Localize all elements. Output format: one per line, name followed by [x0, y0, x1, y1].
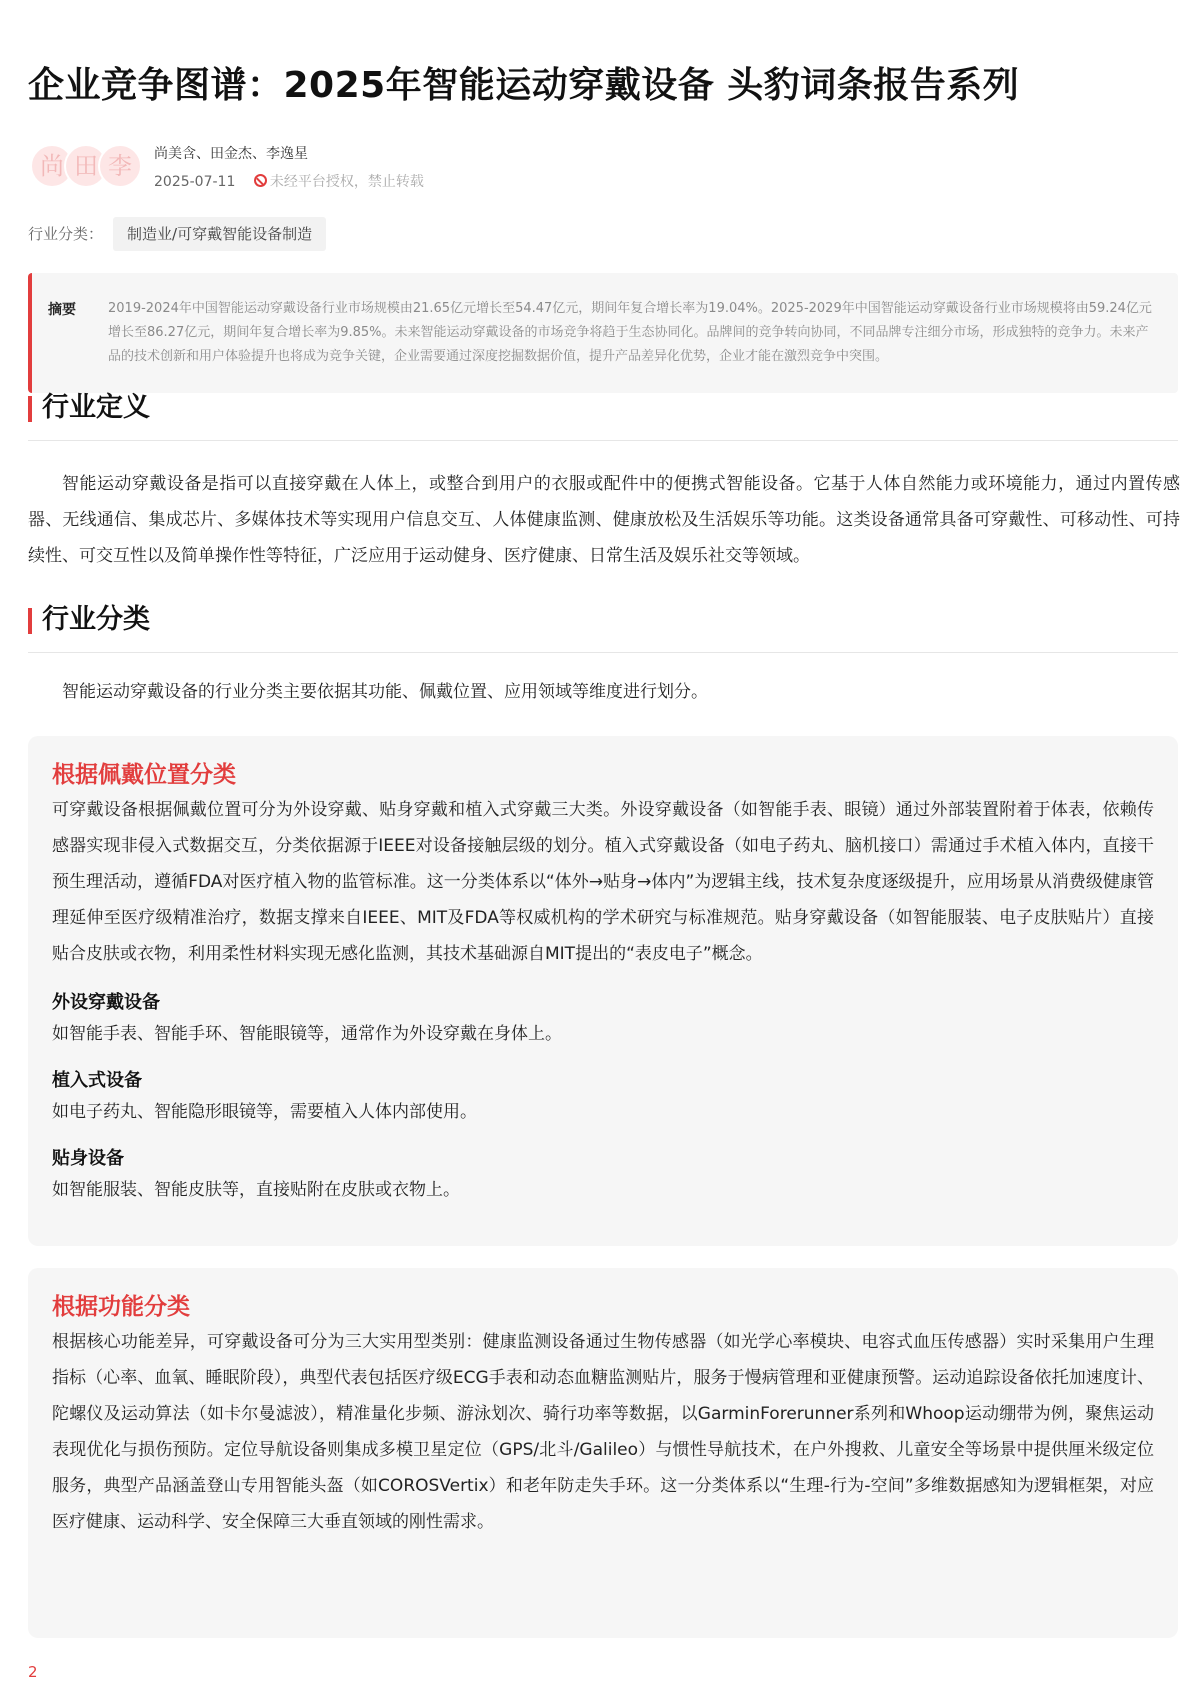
author-avatars — [30, 144, 142, 188]
definition-paragraph: 智能运动穿戴设备是指可以直接穿戴在人体上，或整合到用户的衣服或配件中的便携式智能设备。它基于人体自然能力或环境能力，通过内置传感器、无线通信、集成芯片、多媒体技术等实现用户信息交互、人体健康监测、健康放松及生活娱乐等功能。这类设备通常具备可穿戴性、可移动性、可持续性、可交互性以及简单操作性等特征，广泛应用于运动健身、医疗健康、日常生活及娱乐社交等领域。 — [28, 474, 1180, 566]
avatar: 尚 — [30, 144, 74, 188]
page-number: 2 — [28, 1663, 38, 1681]
section-divider — [28, 652, 1178, 653]
page-title: 企业竞争图谱：2025年智能运动穿戴设备 头豹词条报告系列 — [28, 65, 1020, 106]
card-title: 根据功能分类 — [52, 1294, 190, 1320]
avatar: 田 — [64, 144, 108, 188]
industry-classification — [28, 217, 326, 251]
publish-date: 2025-07-11 — [154, 174, 236, 190]
card-text: 可穿戴设备根据佩戴位置可分为外设穿戴、贴身穿戴和植入式穿戴三大类。外设穿戴设备（如智能手表、眼镜）通过外部装置附着于体表，依赖传感器实现非侵入式数据交互，分类依据源于IEEE对设备接触层级的划分。植入式穿戴设备（如电子药丸、脑机接口）需通过手术植入体内，直接干预生理活动，遵循FDA对医疗植入物的监管标准。这一分类体系以“体外→贴身→体内”为逻辑主线，技术复杂度逐级提升，应用场景从消费级健康管理延伸至医疗级精准治疗，数据支撑来自IEEE、MIT及FDA等权威机构的学术研究与标准规范。贴身穿戴设备（如智能服装、电子皮肤贴片）直接贴合皮肤或衣物，利用柔性材料实现无感化监测，其技术基础源自MIT提出的“表皮电子”概念。 — [52, 800, 1154, 964]
abstract-label: 摘要 — [48, 302, 76, 318]
abstract-box — [28, 273, 1178, 393]
section-divider — [28, 440, 1178, 441]
function-classification-card — [28, 1268, 1178, 1638]
avatar: 李 — [98, 144, 142, 188]
copyright-notice — [254, 174, 424, 190]
abstract-text: 2019-2024年中国智能运动穿戴设备行业市场规模由21.65亿元增长至54.47亿元，期间年复合增长率为19.04%。2025-2029年中国智能运动穿戴设备行业市场规模将由59.24亿元增长至86.27亿元，期间年复合增长率为9.85%。未来智能运动穿戴设备的市场竞争将趋于生态协同化。品牌间的竞争转向协同，不同品牌专注细分市场，形成独特的竞争力。未来产品的技术创新和用户体验提升也将成为竞争关键，企业需要通过深度挖掘数据价值，提升产品差异化优势，企业才能在激烈竞争中突围。 — [108, 301, 1152, 364]
copyright-text: 未经平台授权，禁止转载 — [269, 174, 424, 190]
publish-meta — [154, 172, 424, 192]
category-name: 植入式设备 — [52, 1070, 142, 1091]
author-names: 尚美含、田金杰、李逸星 — [154, 146, 308, 162]
category-desc: 如智能服装、智能皮肤等，直接贴附在皮肤或衣物上。 — [52, 1180, 460, 1200]
category-desc: 如智能手表、智能手环、智能眼镜等，通常作为外设穿戴在身体上。 — [52, 1024, 562, 1044]
section-heading-definition: 行业定义 — [28, 388, 1178, 428]
industry-label: 行业分类： — [28, 225, 104, 243]
section-heading-classification: 行业分类 — [28, 600, 1178, 640]
card-text: 根据核心功能差异，可穿戴设备可分为三大实用型类别：健康监测设备通过生物传感器（如光学心率模块、电容式血压传感器）实时采集用户生理指标（心率、血氧、睡眠阶段），典型代表包括医疗级ECG手表和动态血糖监测贴片，服务于慢病管理和亚健康预警。运动追踪设备依托加速度计、陀螺仪及运动算法（如卡尔曼滤波），精准量化步频、游泳划次、骑行功率等数据，以GarminForerunner系列和Whoop运动绷带为例，聚焦运动表现优化与损伤预防。定位导航设备则集成多模卫星定位（GPS/北斗/Galileo）与惯性导航技术，在户外搜救、儿童安全等场景中提供厘米级定位服务，典型产品涵盖登山专用智能头盔（如COROSVertix）和老年防走失手环。这一分类体系以“生理-行为-空间”多维数据感知为逻辑框架，对应医疗健康、运动科学、安全保障三大垂直领域的刚性需求。 — [52, 1332, 1154, 1532]
classification-intro: 智能运动穿戴设备的行业分类主要依据其功能、佩戴位置、应用领域等维度进行划分。 — [62, 682, 708, 702]
card-title: 根据佩戴位置分类 — [52, 762, 236, 788]
position-classification-card — [28, 736, 1178, 1246]
industry-tag[interactable]: 制造业/可穿戴智能设备制造 — [113, 217, 326, 251]
prohibited-icon — [254, 174, 267, 187]
category-name: 贴身设备 — [52, 1148, 124, 1169]
category-desc: 如电子药丸、智能隐形眼镜等，需要植入人体内部使用。 — [52, 1102, 477, 1122]
category-name: 外设穿戴设备 — [52, 992, 160, 1013]
